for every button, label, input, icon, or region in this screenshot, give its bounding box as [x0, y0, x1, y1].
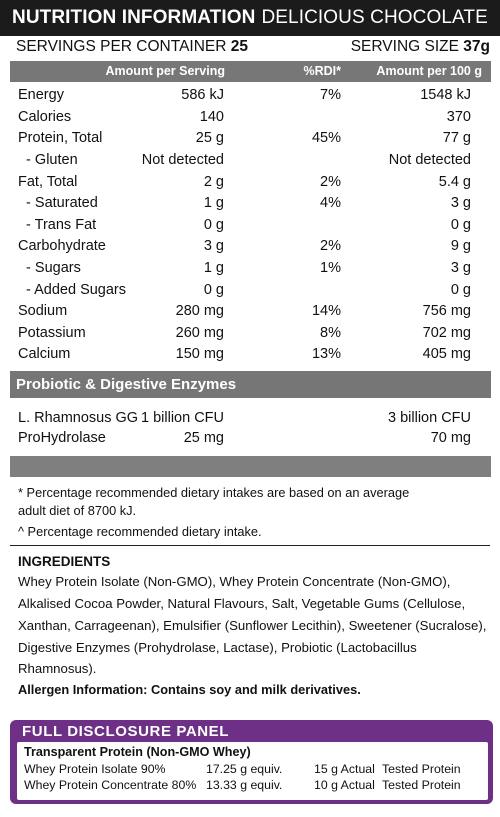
- nutrient-row: [0, 280, 500, 302]
- rdi-value: 2%: [320, 238, 341, 254]
- ingredients-line: Rhamnosus).: [18, 661, 97, 676]
- per-100g-value: 370: [446, 109, 471, 125]
- per-100g-value: 1548 kJ: [420, 87, 471, 103]
- nutrient-label: - Trans Fat: [18, 217, 97, 233]
- servings-per-container: [16, 38, 248, 56]
- serving-size-value: 37g: [463, 38, 490, 55]
- title-product: DELICIOUS CHOCOLATE: [261, 7, 488, 28]
- disclosure-name: Whey Protein Concentrate 80%: [24, 778, 197, 792]
- per-100g-value: 3 g: [450, 195, 471, 211]
- ingredients-line: Xanthan, Carrageenan), Emulsifier (Sunflower Lecithin), Sweetener (Sucralose),: [18, 618, 487, 633]
- nutrient-row: [0, 215, 500, 237]
- nutrient-row: [0, 323, 500, 345]
- per-serving-value: 1 g: [203, 195, 224, 211]
- nutrient-label: - Saturated: [18, 195, 98, 211]
- disclosure-title: FULL DISCLOSURE PANEL: [22, 723, 230, 740]
- nutrient-row: [0, 107, 500, 129]
- probiotic-per-serving: 1 billion CFU: [141, 410, 224, 426]
- per-serving-value: 140: [199, 109, 224, 125]
- nutrient-row: [0, 236, 500, 258]
- header-rdi: %RDI*: [303, 64, 341, 78]
- table-header: [10, 61, 491, 82]
- disclosure-tested: Tested Protein: [382, 762, 461, 776]
- disclosure-equiv: 17.25 g equiv.: [206, 762, 283, 776]
- nutrient-row: [0, 258, 500, 280]
- ingredients-line: Whey Protein Isolate (Non-GMO), Whey Protein Concentrate (Non-GMO),: [18, 574, 451, 589]
- probiotic-row: [0, 408, 500, 430]
- nutrient-row: [0, 128, 500, 150]
- divider-line: [10, 545, 490, 546]
- per-serving-value: 25 g: [195, 130, 224, 146]
- per-serving-value: 150 mg: [175, 346, 224, 362]
- nutrient-label: - Added Sugars: [18, 282, 127, 298]
- disclosure-content: [17, 742, 488, 800]
- disclosure-subtitle: Transparent Protein (Non-GMO Whey): [24, 745, 251, 759]
- nutrient-row: [0, 344, 500, 366]
- ingredients-line: Digestive Enzymes (Prohydrolase, Lactase), Probiotic (Lactobacillus: [18, 640, 417, 655]
- header-per-100g: Amount per 100 g: [376, 64, 482, 78]
- probiotic-title: Probiotic & Digestive Enzymes: [16, 376, 237, 393]
- nutrient-label: Potassium: [18, 325, 86, 341]
- disclosure-equiv: 13.33 g equiv.: [206, 778, 283, 792]
- note-line-1: * Percentage recommended dietary intakes are based on an average: [18, 485, 410, 500]
- servings-per-container-label: SERVINGS PER CONTAINER: [16, 38, 227, 55]
- title-bar: [0, 0, 500, 36]
- nutrient-label: - Gluten: [18, 152, 78, 168]
- probiotic-per-serving: 25 mg: [183, 430, 224, 446]
- per-100g-value: 3 g: [450, 260, 471, 276]
- nutrient-row: [0, 193, 500, 215]
- servings-per-container-value: 25: [230, 38, 249, 55]
- disclosure-tested: Tested Protein: [382, 778, 461, 792]
- per-serving-value: 280 mg: [175, 303, 224, 319]
- disclosure-name: Whey Protein Isolate 90%: [24, 762, 166, 776]
- per-serving-value: 586 kJ: [181, 87, 224, 103]
- per-serving-value: 3 g: [203, 238, 224, 254]
- per-serving-value: 260 mg: [175, 325, 224, 341]
- rdi-value: 1%: [320, 260, 341, 276]
- probiotic-label: ProHydrolase: [18, 430, 106, 446]
- ingredients-line: Alkalised Cocoa Powder, Natural Flavours, Salt, Vegetable Gums (Cellulose,: [18, 596, 466, 611]
- header-per-serving: Amount per Serving: [105, 64, 225, 78]
- nutrient-label: Calcium: [18, 346, 71, 362]
- full-disclosure-panel: [10, 720, 493, 804]
- rdi-value: 14%: [311, 303, 341, 319]
- per-100g-value: 9 g: [450, 238, 471, 254]
- per-serving-value: 0 g: [203, 282, 224, 298]
- nutrient-row: [0, 172, 500, 194]
- serving-size: [351, 38, 490, 56]
- rdi-value: 7%: [320, 87, 341, 103]
- per-100g-value: 756 mg: [422, 303, 471, 319]
- per-serving-value: Not detected: [141, 152, 224, 168]
- note-line-3: ^ Percentage recommended dietary intake.: [18, 524, 262, 539]
- title-bold: NUTRITION INFORMATION: [12, 7, 256, 28]
- nutrient-label: Calories: [18, 109, 72, 125]
- per-100g-value: 0 g: [450, 282, 471, 298]
- note-line-2: adult diet of 8700 kJ.: [18, 503, 137, 518]
- serving-size-label: SERVING SIZE: [350, 38, 459, 55]
- nutrient-label: Energy: [18, 87, 64, 103]
- rdi-value: 45%: [311, 130, 341, 146]
- nutrient-label: - Sugars: [18, 260, 81, 276]
- nutrient-row: [0, 85, 500, 107]
- allergen-info: Allergen Information: Contains soy and milk derivatives.: [18, 682, 361, 697]
- per-serving-value: 2 g: [203, 174, 224, 190]
- per-serving-value: 1 g: [203, 260, 224, 276]
- servings-row: [0, 36, 500, 60]
- ingredients-title: INGREDIENTS: [18, 554, 111, 569]
- nutrient-label: Sodium: [18, 303, 68, 319]
- probiotic-row: [0, 428, 500, 450]
- rdi-value: 13%: [311, 346, 341, 362]
- probiotic-per-100g: 70 mg: [430, 430, 471, 446]
- probiotic-per-100g: 3 billion CFU: [388, 410, 471, 426]
- rdi-value: 4%: [320, 195, 341, 211]
- nutrient-label: Carbohydrate: [18, 238, 106, 254]
- disclosure-actual: 15 g Actual: [314, 762, 375, 776]
- probiotic-section-bar: [10, 371, 491, 398]
- per-serving-value: 0 g: [203, 217, 224, 233]
- per-100g-value: 5.4 g: [438, 174, 471, 190]
- per-100g-value: 405 mg: [422, 346, 471, 362]
- disclosure-actual: 10 g Actual: [314, 778, 375, 792]
- nutrient-row: [0, 150, 500, 172]
- probiotic-label: L. Rhamnosus GG: [18, 410, 139, 426]
- per-100g-value: 77 g: [442, 130, 471, 146]
- rdi-value: 8%: [320, 325, 341, 341]
- divider-bar: [10, 456, 491, 477]
- per-100g-value: Not detected: [388, 152, 471, 168]
- nutrient-label: Fat, Total: [18, 174, 78, 190]
- per-100g-value: 0 g: [450, 217, 471, 233]
- per-100g-value: 702 mg: [422, 325, 471, 341]
- disclosure-row: [17, 778, 488, 794]
- nutrient-label: Protein, Total: [18, 130, 103, 146]
- rdi-value: 2%: [320, 174, 341, 190]
- disclosure-row: [17, 762, 488, 778]
- nutrient-row: [0, 301, 500, 323]
